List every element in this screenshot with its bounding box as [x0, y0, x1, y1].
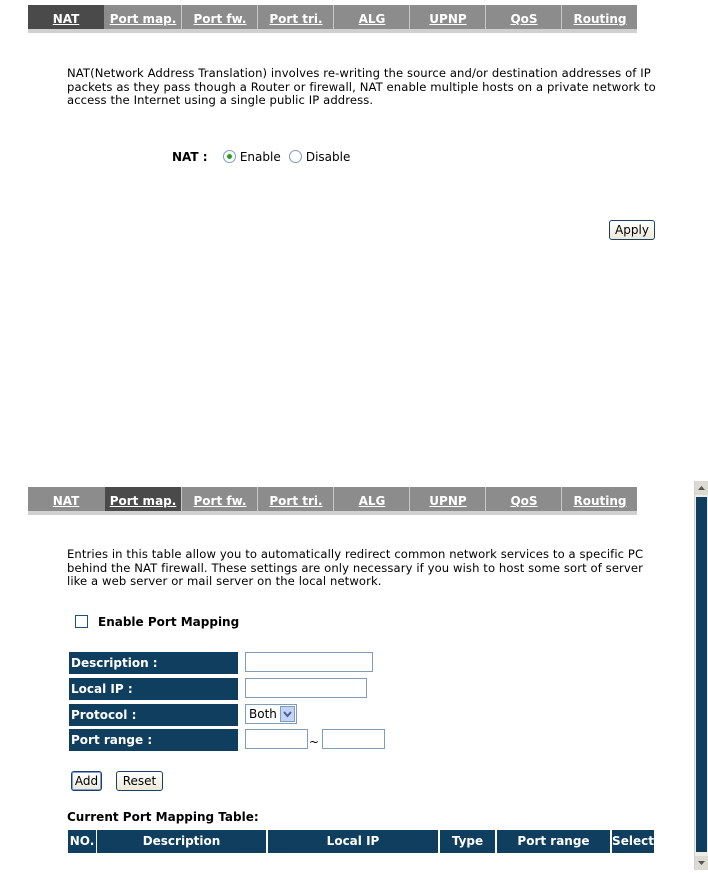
table-header-select: Select — [612, 830, 654, 853]
table-header-no: NO. — [68, 830, 96, 853]
port-from-input[interactable] — [245, 729, 308, 749]
nat-enable-radio[interactable] — [223, 150, 236, 163]
nat-disable-radio[interactable] — [289, 150, 302, 163]
table-header-port-range: Port range — [497, 830, 610, 853]
nat-description: NAT(Network Address Translation) involves re-writing the source and/or destination addresses of IP packets as they pass though a Router or firewall, NAT enable multiple hosts on a private network to access the Internet using a single public IP address. — [67, 66, 656, 107]
description-label: Description : — [69, 652, 238, 674]
table-header-local-ip: Local IP — [268, 830, 438, 853]
tab-port-map[interactable]: Port map. — [109, 12, 177, 26]
portmap-tab-bar — [28, 487, 637, 515]
add-button[interactable]: Add — [71, 771, 102, 791]
protocol-select[interactable] — [245, 704, 297, 724]
apply-button[interactable]: Apply — [609, 220, 655, 240]
tab-alg[interactable]: ALG — [333, 5, 410, 29]
port-range-label: Port range : — [69, 729, 238, 751]
tab-upnp[interactable]: UPNP — [409, 5, 486, 29]
tab-alg[interactable]: ALG — [333, 487, 410, 511]
tab-nat[interactable]: NAT — [28, 5, 104, 29]
tab-port-map[interactable]: Port map. — [105, 487, 181, 511]
tab-qos[interactable]: QoS — [485, 487, 562, 511]
scroll-up-arrow-icon[interactable] — [695, 481, 708, 495]
tab-routing[interactable]: Routing — [561, 487, 638, 511]
tab-qos[interactable]: QoS — [485, 5, 562, 29]
description-input[interactable] — [245, 652, 373, 672]
enable-port-mapping-label: Enable Port Mapping — [98, 615, 240, 629]
vertical-scrollbar[interactable] — [694, 481, 708, 870]
enable-port-mapping-checkbox[interactable] — [75, 615, 88, 628]
port-range-separator: ~ — [309, 735, 320, 749]
reset-button[interactable]: Reset — [116, 771, 163, 791]
tab-port-fw[interactable]: Port fw. — [181, 487, 258, 511]
tab-upnp[interactable]: UPNP — [409, 487, 486, 511]
table-header-type: Type — [440, 830, 495, 853]
scroll-thumb[interactable] — [696, 497, 707, 852]
local-ip-label: Local IP : — [69, 678, 238, 700]
tab-port-tri[interactable]: Port tri. — [257, 5, 334, 29]
local-ip-input[interactable] — [245, 678, 367, 698]
nat-enable-label: Enable — [239, 150, 281, 164]
chevron-down-icon[interactable] — [280, 706, 295, 722]
tab-port-tri[interactable]: Port tri. — [257, 487, 334, 511]
protocol-label: Protocol : — [69, 704, 238, 726]
nat-label: NAT : — [172, 150, 208, 164]
portmap-description: Entries in this table allow you to automatically redirect common network services to a specific PC behind the NAT firewall. These settings are only necessary if you wish to host some sort of server like a web server or mail server on the local network. — [67, 547, 644, 588]
port-to-input[interactable] — [322, 729, 385, 749]
table-title: Current Port Mapping Table: — [67, 810, 259, 824]
nat-enable-option[interactable] — [223, 150, 281, 164]
tab-nat[interactable]: NAT — [52, 494, 80, 508]
scroll-down-arrow-icon[interactable] — [695, 856, 708, 870]
nat-disable-option[interactable] — [289, 150, 350, 164]
protocol-value: Both — [249, 707, 277, 721]
table-header-description: Description — [97, 830, 266, 853]
tab-routing[interactable]: Routing — [561, 5, 638, 29]
nat-disable-label: Disable — [305, 150, 351, 164]
nat-tab-bar — [28, 5, 637, 33]
tab-port-fw[interactable]: Port fw. — [181, 5, 258, 29]
